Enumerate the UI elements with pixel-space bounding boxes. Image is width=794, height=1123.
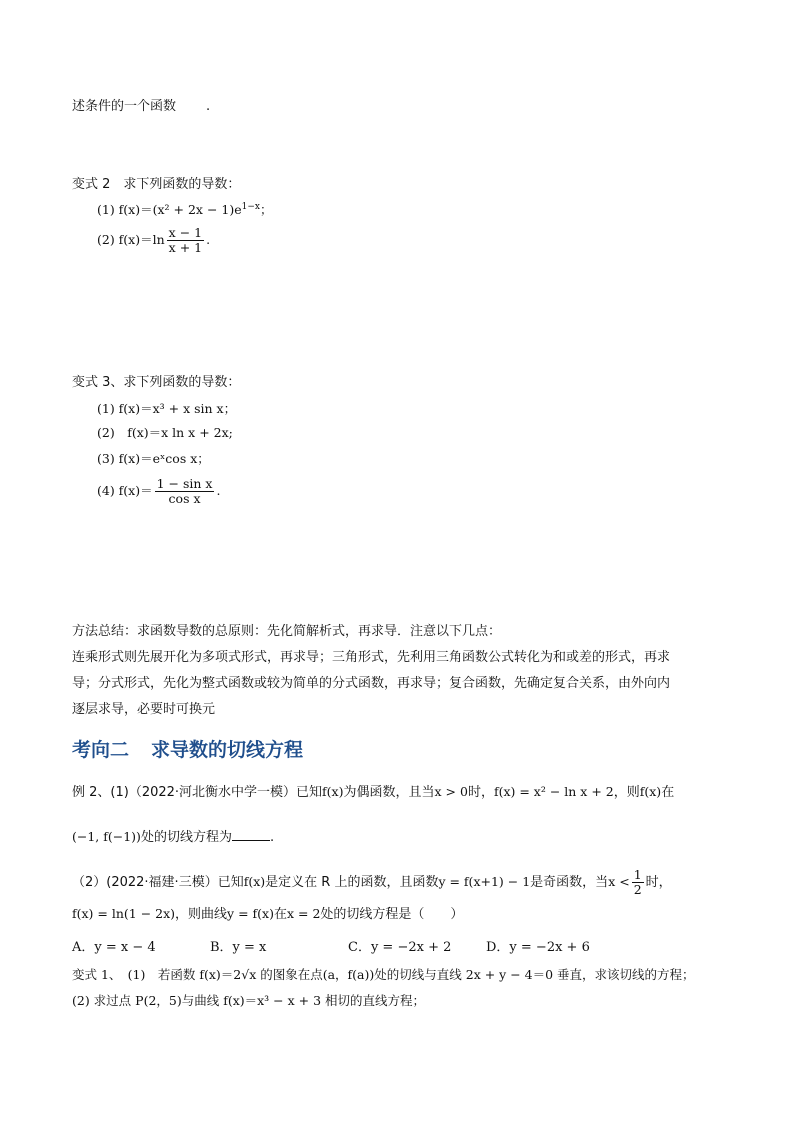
section-label: 考向二 bbox=[72, 739, 130, 761]
variant3-item3: (3) f(x)＝eˣcos x； bbox=[97, 451, 210, 466]
variant1-line2: (2) 求过点 P(2，5)与曲线 f(x)＝x³ − x + 3 相切的直线方程； bbox=[72, 993, 426, 1008]
option-d: D．y = −2x + 6 bbox=[486, 940, 590, 955]
example2-part1: 例 2、(1)（2022·河北衡水中学一模）已知f(x)为偶函数，且当x > 0时，f(x) = x² − ln x + 2，则f(x)在 bbox=[72, 784, 675, 800]
example2-part2: （2）(2022·福建·三模）已知f(x)是定义在 R 上的函数，且函数y = f(x+1) − 1是奇函数，当x < $\frac{1}{2}$ 时， bbox=[72, 867, 672, 897]
method-line: 导；分式形式，先化为整式函数或较为简单的分式函数，再求导；复合函数，先确定复合关系，由外向内 bbox=[72, 676, 671, 691]
option-c: C．y = −2x + 2 bbox=[348, 940, 452, 955]
variant1-line1: 变式 1、 (1) 若函数 f(x)＝2√x 的图象在点(a，f(a))处的切线与直线 2x + y − 4＝0 垂直，求该切线的方程； bbox=[72, 967, 695, 982]
fraction: $\frac{1}{2}$ bbox=[633, 867, 642, 897]
section-heading bbox=[72, 735, 303, 762]
option-a: A．y = x − 4 bbox=[72, 940, 156, 955]
option-b: B．y = x bbox=[210, 940, 267, 955]
example2-part1-cont: (−1, f(−1))处的切线方程为 . bbox=[72, 829, 275, 845]
variant3-item1: (1) f(x)＝x³ + x sin x； bbox=[97, 401, 237, 416]
variant2-item1: (1) $f(x)=(x^2 + 2x - 1)e^{1-x}$； bbox=[97, 202, 273, 218]
top-text: 述条件的一个函数 . bbox=[72, 99, 211, 114]
fraction: $\frac{x - 1}{x + 1}$ bbox=[168, 225, 203, 255]
method-line: 连乘形式则先展开化为多项式形式，再求导；三角形式，先利用三角函数公式转化为和或差的形式，再求 bbox=[72, 650, 671, 665]
method-line: 逐层求导，必要时可换元 bbox=[72, 702, 216, 717]
fraction: $\frac{\text{1 − sin x}}{\text{cos x}}$ bbox=[156, 476, 213, 506]
variant3-title: 变式 3、求下列函数的导数： bbox=[72, 375, 241, 390]
method-line: 方法总结：求函数导数的总原则：先化简解析式，再求导．注意以下几点： bbox=[72, 624, 502, 639]
variant3-item2: (2) f(x)＝x ln x + 2x; bbox=[97, 425, 233, 440]
variant3-item4: (4) f(x)＝ $\frac{\text{1 − sin x}}{\text{cos x}}$ . bbox=[97, 476, 221, 506]
answer-blank bbox=[232, 828, 270, 841]
variant2-item2: (2) f(x)＝ln $\frac{x - 1}{x + 1}$ . bbox=[97, 225, 211, 255]
example2-part2-cont: f(x) = ln(1 − 2x)，则曲线y = f(x)在x = 2处的切线方程是（ ） bbox=[72, 906, 464, 922]
method-summary bbox=[72, 619, 724, 723]
variant2-title: 变式 2 求下列函数的导数： bbox=[72, 177, 241, 192]
section-title: 求导数的切线方程 bbox=[151, 739, 304, 761]
